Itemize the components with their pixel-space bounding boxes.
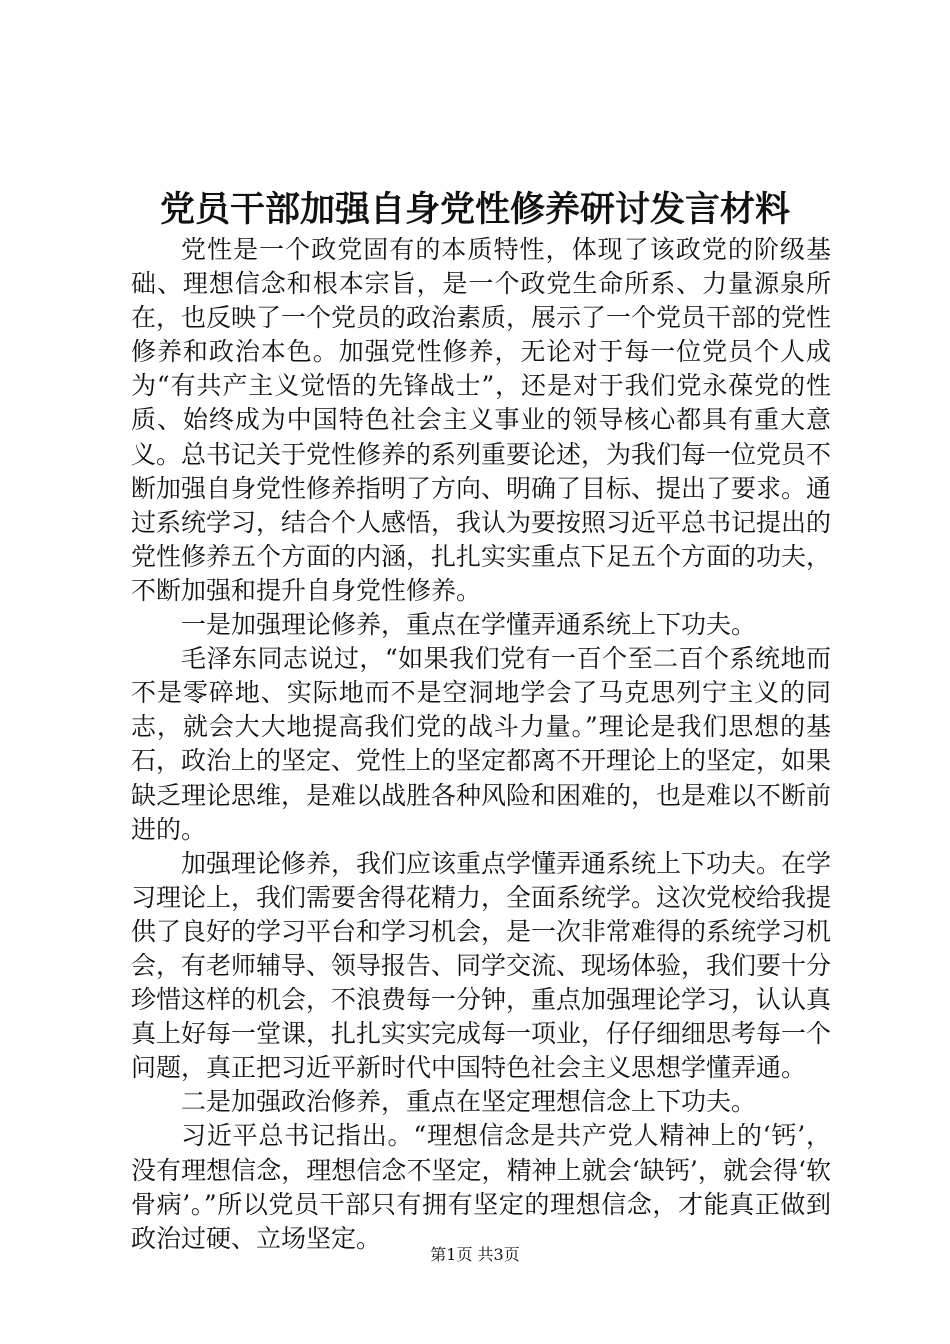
paragraph-quote-mao: 毛泽东同志说过，“如果我们党有一百个至二百个系统地而不是零碎地、实际地而不是空洞地学会了马克思列宁主义的同志，就会大大地提高我们党的战斗力量。”理论是我们思想的基石，政治上的坚定、党性上的坚定都离不开理论上的坚定，如果缺乏理论思维，是难以战胜各种风险和困难的，也是难以不断前进的。	[131, 644, 832, 844]
page-footer: 第1页 共3页	[430, 1245, 520, 1264]
paragraph-theory-study: 加强理论修养，我们应该重点学懂弄通系统上下功夫。在学习理论上，我们需要舍得花精力，全面系统学。这次党校给我提供了良好的学习平台和学习机会，是一次非常难得的系统学习机会，有老师辅导、领导报告、同学交流、现场体验，我们要十分珍惜这样的机会，不浪费每一分钟，重点加强理论学习，认认真真上好每一堂课，扎扎实实完成每一项业，仔仔细细思考每一个问题，真正把习近平新时代中国特色社会主义思想学懂弄通。	[131, 848, 832, 1083]
document-title: 党员干部加强自身党性修养研讨发言材料	[159, 190, 790, 230]
paragraph-ideals: 习近平总书记指出。“理想信念是共产党人精神上的‘钙’，没有理想信念，理想信念不坚定，精神上就会‘缺钙’，就会得‘软骨病’。”所以党员干部只有拥有坚定的理想信念，才能真正做到政治过硬、立场坚定。	[131, 1121, 831, 1253]
paragraph-intro: 党性是一个政党固有的本质特性，体现了该政党的阶级基础、理想信念和根本宗旨，是一个政党生命所系、力量源泉所在，也反映了一个党员的政治素质，展示了一个党员干部的党性修养和政治本色。加强党性修养，无论对于每一位党员个人成为“有共产主义觉悟的先锋战士”，还是对于我们党永葆党的性质、始终成为中国特色社会主义事业的领导核心都具有重大意义。总书记关于党性修养的系列重要论述，为我们每一位党员不断加强自身党性修养指明了方向、明确了目标、提出了要求。通过系统学习，结合个人感悟，我认为要按照习近平总书记提出的党性修养五个方面的内涵，扎扎实实重点下足五个方面的功夫，不断加强和提升自身党性修养。	[131, 235, 832, 605]
document-body	[131, 233, 831, 1256]
paragraph-heading-1: 一是加强理论修养，重点在学懂弄通系统上下功夫。	[181, 610, 757, 640]
paragraph-heading-2: 二是加强政治修养，重点在坚定理想信念上下功夫。	[181, 1087, 757, 1117]
